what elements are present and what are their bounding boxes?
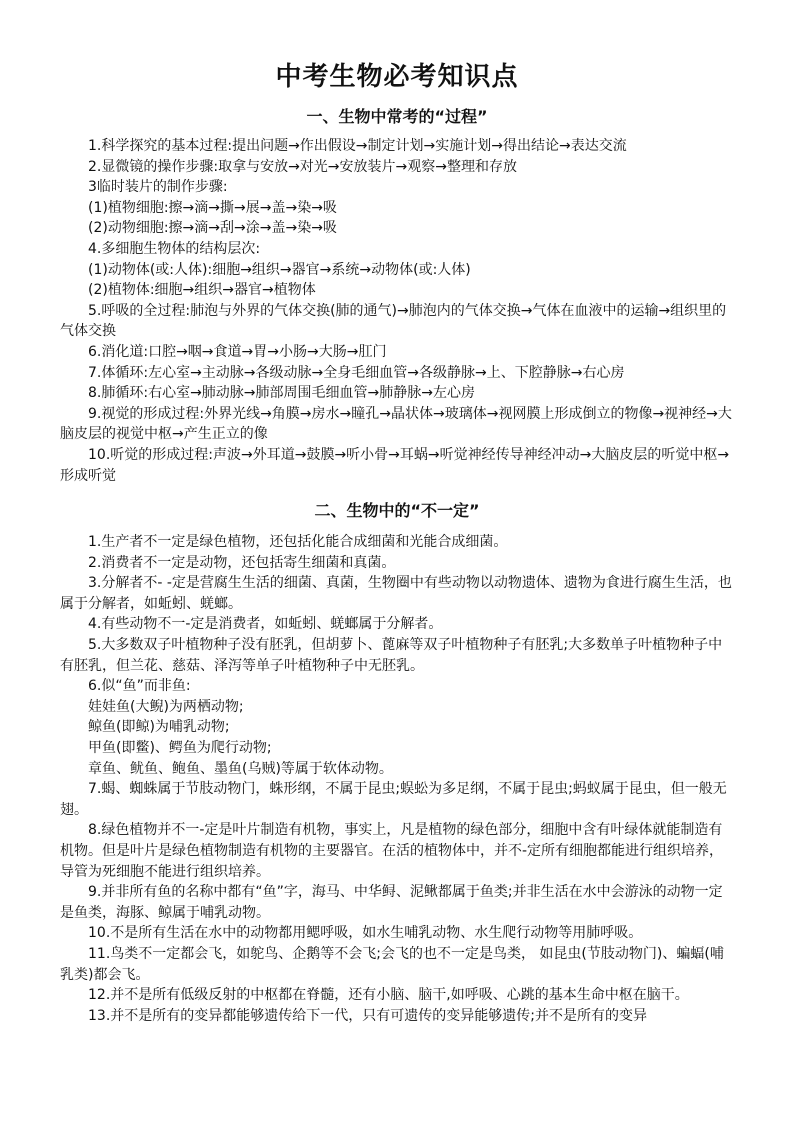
list-item: 11.鸟类不一定都会飞，如鸵鸟、企鹅等不会飞;会飞的也不一定是鸟类， 如昆虫(节肢动物门)、蝙蝠(哺乳类)都会飞。 <box>60 945 724 983</box>
list-item: 章鱼、鱿鱼、鲍鱼、墨鱼(乌贼)等属于软体动物。 <box>88 760 393 777</box>
list-item: 3.分解者不- -定是营腐生生活的细菌、真菌，生物圈中有些动物以动物遗体、遗物为食进行腐生生活，也属于分解者，如蚯蚓、蜣螂。 <box>60 575 732 612</box>
list-item: 8.肺循环:右心室→肺动脉→肺部周围毛细血管→肺静脉→左心房 <box>88 385 475 402</box>
list-item: 6.似“鱼”而非鱼: <box>88 678 191 695</box>
list-item: 甲鱼(即鳖)、鳄鱼为爬行动物; <box>88 740 272 757</box>
list-item: 9.并非所有鱼的名称中都有“鱼”字，海马、中华鲟、泥鳅都属于鱼类;并非生活在水中会游泳的动物一定是鱼类，海豚、鲸属于哺乳动物。 <box>60 884 723 921</box>
list-item: 1.科学探究的基本过程:提出问题→作出假设→制定计划→实施计划→得出结论→表达交流 <box>88 138 627 154</box>
list-item: 7.体循环:左心室→主动脉→各级动脉→全身毛细血管→各级静脉→上、下腔静脉→右心房 <box>88 364 625 381</box>
list-item: (1)动物体(或:人体):细胞→组织→器官→系统→动物体(或:人体) <box>88 261 471 278</box>
list-item: (2)动物细胞:擦→滴→刮→涂→盖→染→吸 <box>88 220 337 237</box>
list-item: 4.有些动物不一-定是消费者，如蚯蚓、蜣螂属于分解者。 <box>88 616 443 633</box>
list-item: 8.绿色植物并不一-定是叶片制造有机物，事实上，凡是植物的绿色部分，细胞中含有叶绿体就能制造有机物。但是叶片是绿色植物制造有机物的主要器官。在活的植物体中，并不-定所有细胞都能进行组织培养，导管为死细胞不能进行组织培养。 <box>60 822 724 880</box>
list-item: 2.显微镜的操作步骤:取拿与安放→对光→安放装片→观察→整理和存放 <box>88 158 517 175</box>
list-item: 5.大多数双子叶植物种子没有胚乳，但胡萝卜、蓖麻等双子叶植物种子有胚乳;大多数单子叶植物种子中有胚乳，但兰花、慈菇、泽泻等单子叶植物种子中无胚乳。 <box>60 637 723 674</box>
list-item: 10.听觉的形成过程:声波→外耳道→鼓膜→听小骨→耳蜗→听觉神经传导神经冲动→大脑皮层的听觉中枢→形成听觉 <box>60 446 730 484</box>
list-item: 13.并不是所有的变异都能够遗传给下一代，只有可遗传的变异能够遗传;并不是所有的变异 <box>88 1007 647 1024</box>
list-item: 1.生产者不一定是绿色植物，还包括化能合成细菌和光能合成细菌。 <box>88 534 508 551</box>
section-heading-processes: 一、生物中常考的“过程” <box>306 107 488 126</box>
list-item: 5.呼吸的全过程:肺泡与外界的气体交换(肺的通气)→肺泡内的气体交换→气体在血液中的运输→组织里的气体交换 <box>60 302 727 340</box>
list-item: 6.消化道:口腔→咽→食道→胃→小肠→大肠→肛门 <box>88 343 387 360</box>
list-item: (1)植物细胞:擦→滴→撕→展→盖→染→吸 <box>88 199 337 216</box>
list-item: 7.蝎、蜘蛛属于节肢动物门，蛛形纲，不属于昆虫;蜈蚣为多足纲，不属于昆虫;蚂蚁属于昆虫，但一般无翅。 <box>60 781 727 818</box>
page-title: 中考生物必考知识点 <box>275 62 519 92</box>
list-item: 9.视觉的形成过程:外界光线→角膜→房水→瞳孔→晶状体→玻璃体→视网膜上形成倒立的物像→视神经→大脑皮层的视觉中枢→产生正立的像 <box>60 405 732 443</box>
list-item: 12.并不是所有低级反射的中枢都在脊髓，还有小脑、脑干,如呼吸、心跳的基本生命中枢在脑干。 <box>88 987 689 1004</box>
list-item: 10.不是所有生活在水中的动物都用鳃呼吸，如水生哺乳动物、水生爬行动物等用肺呼吸。 <box>88 925 643 942</box>
section-heading-not-necessarily: 二、生物中的“不一定” <box>314 501 480 521</box>
list-item: (2)植物体:细胞→组织→器官→植物体 <box>88 282 316 299</box>
list-item: 鲸鱼(即鲸)为哺乳动物; <box>88 719 230 736</box>
list-item: 娃娃鱼(大鲵)为两栖动物; <box>88 698 244 715</box>
list-item: 2.消费者不一定是动物，还包括寄生细菌和真菌。 <box>88 554 396 571</box>
list-item: 3临时装片的制作步骤: <box>88 179 228 196</box>
list-item: 4.多细胞生物体的结构层次: <box>88 240 261 257</box>
